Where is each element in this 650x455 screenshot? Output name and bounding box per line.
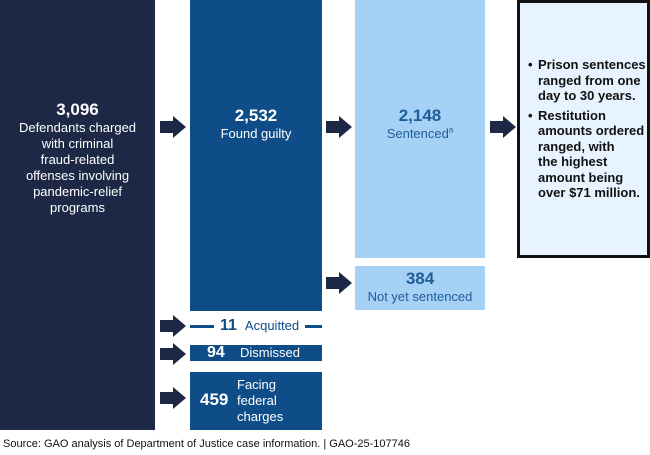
sentenced-text bbox=[355, 106, 485, 142]
arrow-right-icon bbox=[160, 116, 186, 138]
sentenced-label-wrap bbox=[387, 126, 454, 142]
arrow-right-icon bbox=[160, 315, 186, 337]
sentenced-box bbox=[355, 0, 485, 258]
detail-line: ranged from one bbox=[538, 72, 641, 88]
charged-text bbox=[0, 100, 155, 216]
facing-charges-box bbox=[190, 372, 322, 430]
charged-label-line-6: programs bbox=[50, 200, 105, 215]
not-yet-sentenced-box bbox=[355, 266, 485, 310]
detail-line: amount being bbox=[538, 169, 624, 185]
charged-label-line-5: pandemic-relief bbox=[33, 184, 122, 199]
found-guilty-text bbox=[190, 106, 322, 142]
facing-charges-line-2: federal bbox=[237, 393, 277, 408]
arrow-right-icon bbox=[160, 387, 186, 409]
acquitted-count: 11 bbox=[220, 317, 237, 334]
sentenced-label: Sentenced bbox=[386, 126, 449, 141]
detail-line: day to 30 years. bbox=[538, 88, 636, 103]
facing-charges-line-3: charges bbox=[237, 409, 284, 424]
charged-label-line-2: with criminal bbox=[41, 136, 114, 151]
arrow-right-icon bbox=[326, 116, 352, 138]
charged-label-line-3: fraud-related bbox=[40, 152, 115, 167]
source-note: Source: GAO analysis of Department of Justice case information. | GAO-25-107746 bbox=[3, 438, 410, 450]
detail-bullet-restitution bbox=[528, 108, 648, 201]
acquitted-label: Acquitted bbox=[244, 318, 300, 333]
arrow-right-icon bbox=[160, 343, 186, 365]
found-guilty-label: Found guilty bbox=[220, 126, 292, 141]
dismissed-box bbox=[190, 345, 322, 361]
facing-charges-line-1: Facing bbox=[237, 377, 277, 392]
charged-count: 3,096 bbox=[56, 100, 99, 119]
facing-charges-count: 459 bbox=[200, 390, 229, 409]
sentence-details-list bbox=[528, 57, 648, 205]
charged-label-line-4: offenses involving bbox=[25, 168, 130, 183]
acquitted-text bbox=[214, 316, 305, 336]
facing-charges-label bbox=[237, 377, 283, 425]
charged-label-line-1: Defendants charged bbox=[18, 120, 137, 135]
detail-line: over $71 million. bbox=[538, 185, 640, 200]
sentenced-count: 2,148 bbox=[398, 106, 442, 125]
charged-box bbox=[0, 0, 155, 430]
arrow-right-icon bbox=[490, 116, 516, 138]
not-yet-sentenced-count: 384 bbox=[405, 269, 435, 288]
detail-line: amounts ordered bbox=[538, 123, 645, 138]
sentenced-footnote: a bbox=[448, 125, 454, 135]
detail-line: Prison sentences bbox=[538, 57, 646, 72]
dismissed-label: Dismissed bbox=[240, 345, 300, 360]
detail-bullet-prison bbox=[528, 57, 648, 104]
not-yet-sentenced-text bbox=[355, 269, 485, 305]
arrow-right-icon bbox=[326, 272, 352, 294]
detail-line: ranged, with bbox=[538, 138, 615, 154]
detail-line: Restitution bbox=[538, 107, 606, 123]
not-yet-sentenced-label: Not yet sentenced bbox=[367, 289, 473, 304]
sentence-details-box bbox=[517, 0, 650, 258]
dismissed-count: 94 bbox=[207, 344, 225, 361]
found-guilty-count: 2,532 bbox=[234, 106, 278, 125]
detail-line: the highest bbox=[538, 154, 608, 169]
found-guilty-box bbox=[190, 0, 322, 311]
